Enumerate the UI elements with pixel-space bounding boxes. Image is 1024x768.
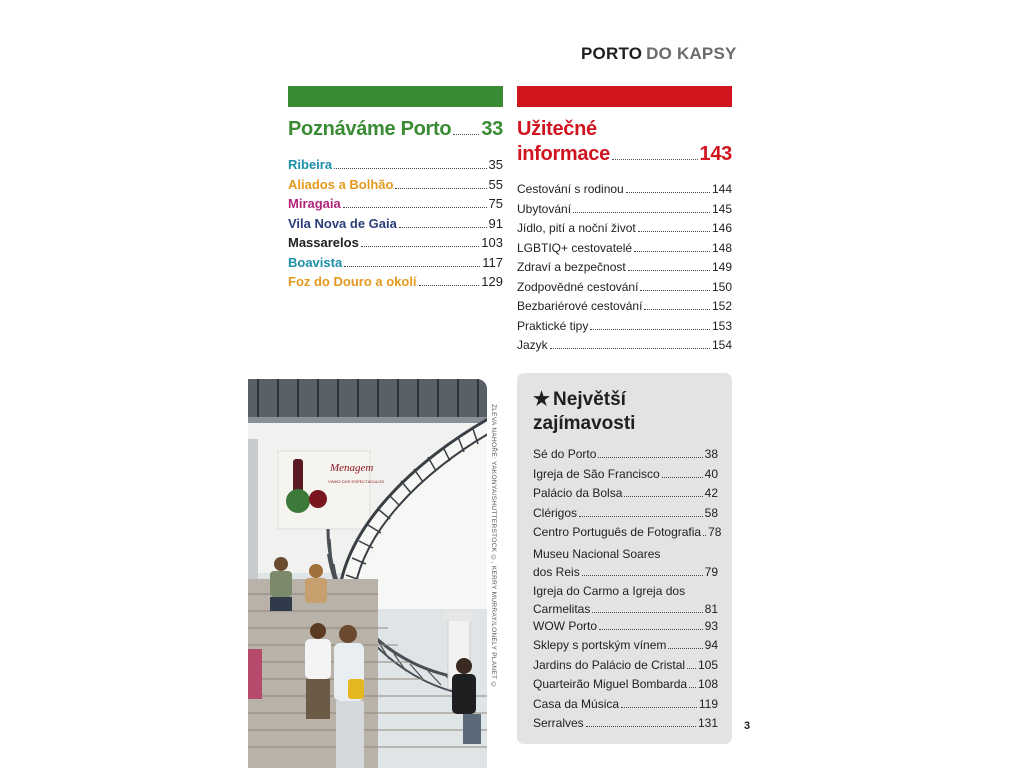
toc-entry-page: 145 [711,201,732,216]
toc-entry[interactable] [288,216,503,236]
toc-entry-label: Igreja de São Francisco [533,466,660,481]
toc-entry-page: 117 [482,254,503,270]
leader-dots [634,251,710,252]
toc-entry-label: Boavista [288,254,343,270]
brand-do-kapsy: DO KAPSY [646,44,737,63]
sign-title: Menagem [330,462,374,474]
toc-entry-page: 40 [704,466,718,481]
highlights-title-line2: zajímavosti [533,413,636,434]
toc-entry[interactable] [517,241,732,261]
leader-dots [361,246,479,247]
section-title-poznavame[interactable] [288,118,503,141]
toc-entry-label: Casa da Música [533,696,620,711]
toc-entry-page: 105 [697,657,718,672]
leader-dots [638,231,710,232]
toc-entry[interactable] [533,619,718,639]
toc-entry[interactable] [533,582,718,619]
toc-entry-page: 119 [698,696,718,711]
toc-entry-page: 148 [711,240,732,255]
toc-entry-label: Bezbariérové cestování [517,299,643,313]
brand-porto: PORTO [581,44,643,63]
toc-entry-label: Praktické tipy [517,318,589,333]
toc-entry-page: 78 [708,525,722,539]
leader-dots [550,348,710,349]
toc-entry[interactable] [533,447,718,467]
toc-entry-page: 75 [488,196,503,211]
leader-dots [344,266,480,267]
toc-entry[interactable] [288,274,503,294]
leader-dots [628,270,710,271]
section-title-uzitecne-line2[interactable] [517,143,732,166]
section-title-page: 143 [699,143,732,165]
leader-dots [598,457,702,458]
leader-dots [395,188,486,189]
toc-entry[interactable] [288,255,503,275]
toc-entry-label: Sé do Porto [533,447,597,461]
toc-entry-page: 94 [704,638,718,652]
toc-entry[interactable] [533,677,718,697]
leader-dots [586,726,696,727]
toc-entry-page: 42 [704,486,718,500]
toc-entry[interactable] [517,319,732,339]
toc-entry[interactable] [533,545,718,582]
toc-entry-label: Massarelos [288,235,359,250]
toc-entry-label: Museu Nacional Soares [533,546,661,561]
toc-entry-label: Serralves [533,716,584,730]
leader-dots [334,168,486,169]
toc-entry[interactable] [533,658,718,678]
section-title-label: informace [517,143,610,165]
toc-entry[interactable] [517,299,732,319]
section-title-label: Užitečné [517,118,597,140]
toc-entry-label: Igreja do Carmo a Igreja dos [533,583,686,598]
toc-entry[interactable] [517,260,732,280]
leader-dots [343,207,487,208]
star-icon: ★ [533,389,551,410]
leader-dots [612,159,698,160]
toc-entry-label: Jazyk [517,338,548,352]
highlights-list [533,447,722,736]
leader-dots [590,329,710,330]
toc-entry-page: 81 [704,601,718,616]
toc-entry-line2 [533,563,718,581]
toc-entry-line2 [533,600,718,618]
toc-entry-label: Jídlo, pití a noční život [517,221,636,235]
toc-entry-page: 149 [711,260,732,274]
toc-entry[interactable] [517,182,732,202]
toc-entry-label-cont: dos Reis [533,564,580,579]
photo-credit: ZLEVA NAHOŘE: YAKONYA/SHUTTERSTOCK ©, KERRY MURRAY/LONELY PLANET © [490,404,497,689]
toc-entry[interactable] [288,235,503,255]
leader-dots [626,192,710,193]
toc-entry-page: 131 [697,716,718,730]
toc-entry[interactable] [533,486,718,506]
leader-dots [640,290,710,291]
toc-entry[interactable] [533,716,718,736]
leader-dots [592,612,702,613]
section-title-label: Poznáváme Porto [288,118,452,140]
toc-entry-label: Centro Português de Fotografia [533,525,702,539]
toc-entry-label: Cestování s rodinou [517,182,624,196]
toc-entry-page: 79 [704,564,718,579]
leader-dots [624,496,702,497]
toc-entry[interactable] [533,467,718,487]
toc-entry-label: Sklepy s portským vínem [533,638,667,652]
toc-entry[interactable] [288,196,503,216]
toc-entry-page: 129 [481,274,503,289]
toc-entry[interactable] [288,177,503,197]
leader-dots [662,477,703,478]
leader-dots [689,687,696,688]
toc-entry[interactable] [533,506,718,526]
section-title-page: 33 [481,118,503,140]
toc-entry-page: 150 [711,279,732,294]
photo-illustration [248,379,487,768]
leader-dots [644,309,710,310]
toc-entry[interactable] [517,338,732,358]
toc-entry-page: 154 [711,338,732,352]
toc-entry-page: 153 [711,318,732,333]
toc-entry-label: LGBTIQ+ cestovatelé [517,240,633,255]
running-header [581,44,737,64]
toc-entry-page: 35 [488,157,503,172]
toc-entry-page: 38 [704,447,718,461]
highlights-title [533,388,635,436]
leader-dots [579,516,703,517]
toc-entry[interactable] [533,697,718,717]
toc-entry-label: Foz do Douro a okolí [288,274,417,289]
toc-entry[interactable] [517,221,732,241]
toc-entry-label: Aliados a Bolhão [288,176,394,192]
toc-entry-page: 93 [704,618,718,633]
toc-entry-label: Ribeira [288,157,333,172]
leader-dots [453,134,479,135]
toc-entry[interactable] [533,638,718,658]
toc-entry-page: 144 [711,182,732,196]
toc-entry-label: Zodpovědné cestování [517,279,639,294]
toc-entry-label: Zdraví a bezpečnost [517,260,626,274]
toc-entry-label: Jardins do Palácio de Cristal [533,657,686,672]
porto-stairs-photo [248,379,487,768]
toc-entry-label-cont: Carmelitas [533,601,591,616]
leader-dots [582,575,703,576]
leader-dots [687,668,696,669]
red-section-bar [517,86,732,107]
leader-dots [573,212,710,213]
leader-dots [703,535,706,536]
toc-entry-label: Palácio da Bolsa [533,486,623,500]
practical-info-list [517,182,732,358]
toc-entry-label: Clérigos [533,505,578,520]
leader-dots [419,285,480,286]
toc-entry-page: 58 [704,505,718,520]
leader-dots [599,629,703,630]
sign-subtitle: VINHO DOS ESPECTÁCULOS [328,479,385,484]
toc-entry-label: Miragaia [288,196,341,211]
toc-entry-page: 55 [488,176,503,192]
toc-entry-page: 146 [711,221,732,235]
section-title-uzitecne-line1[interactable] [517,118,732,141]
toc-entry-label: Quarteirão Miguel Bombarda [533,677,688,691]
leader-dots [399,227,487,228]
page-number: 3 [744,720,751,732]
toc-entry[interactable] [517,202,732,222]
toc-entry-label: WOW Porto [533,618,598,633]
toc-entry[interactable] [517,280,732,300]
highlights-title-line1: Největší [553,389,626,410]
toc-entry-label: Vila Nova de Gaia [288,215,397,231]
leader-dots [668,648,702,649]
toc-entry-label: Ubytování [517,201,572,216]
leader-dots [621,707,697,708]
toc-entry[interactable] [288,157,503,177]
neighbourhoods-list [288,157,503,294]
toc-entry[interactable] [533,525,722,545]
toc-entry-page: 103 [481,235,503,250]
toc-entry-page: 108 [697,677,718,691]
toc-entry-page: 91 [488,215,503,231]
green-section-bar [288,86,503,107]
toc-entry-page: 152 [711,299,732,313]
